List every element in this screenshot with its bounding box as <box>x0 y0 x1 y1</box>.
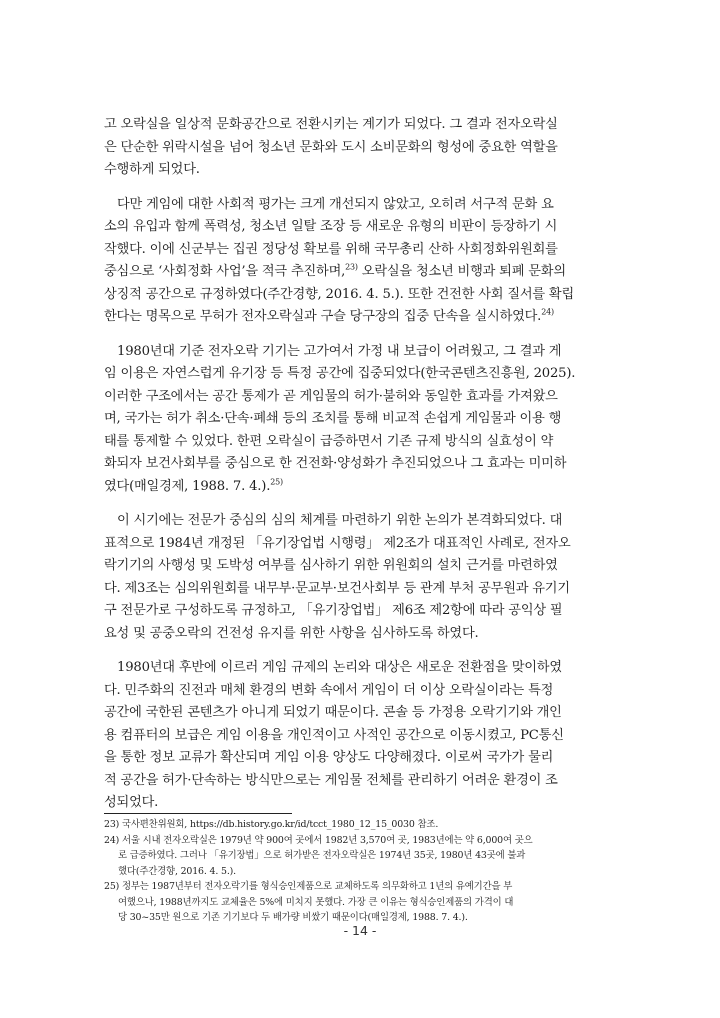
text-line: 락기기의 사행성 및 도박성 여부를 심사하기 위한 위원회의 설치 근거를 마련하였 <box>104 558 558 573</box>
text-line: 구 전문가로 구성하도록 규정하고, 「유기장업법」 제6조 제2항에 따라 공익상 필 <box>104 603 563 618</box>
text-line: 상징적 공간으로 규정하였다(주간경향, 2016. 4. 5.). 또한 건전한 사회 질서를 확립 <box>104 286 575 302</box>
text-line: 표적으로 1984년 개정된 「유기장업법 시행령」 제2조가 대표적인 사례로, 전자오 <box>104 535 571 551</box>
text-segment: 한다는 명목으로 무허가 전자오락실과 구슬 당구장의 집중 단속을 실시하였다. <box>104 309 542 324</box>
text-segment: 였다(매일경제, 1988. 7. 4.). <box>104 478 271 494</box>
footnote-line: 로 급증하였다. 그러나 「유기장법」으로 허가받은 전자오락실은 1974년 35곳, 1980년 43곳에 불과 <box>118 850 526 861</box>
footnote-divider <box>104 813 292 814</box>
text-line: 이 시기에는 전문가 중심의 심의 체계를 마련하기 위한 논의가 본격화되었다. 대 <box>117 513 563 528</box>
text-line: 공간에 국한된 콘텐츠가 아니게 되었기 때문이다. 콘솔 등 가정용 오락기기와 개인 <box>104 705 562 720</box>
text-segment: 중심으로 ‘사회정화 사업’을 적극 추진하며, <box>104 264 346 279</box>
text-line: 은 단순한 위락시설을 넘어 청소년 문화와 도시 소비문화의 형성에 중요한 역할을 <box>104 139 558 155</box>
footnote-ref-25[interactable]: 25) <box>270 477 283 487</box>
footnote-line: 여했으나, 1988년까지도 교체율은 5%에 미치지 못했다. 가장 큰 이유는 형식승인제품의 가격이 대 <box>118 896 514 908</box>
text-line: 이러한 구조에서는 공간 통제가 곧 게임물의 허가·불허와 동일한 효과를 가져왔으 <box>104 388 558 404</box>
paragraph-5 <box>104 657 616 815</box>
body-text <box>104 114 616 827</box>
footnote-line: 23) 국사편찬위원회, https://db.history.go.kr/id/tcct_1980_12_15_0030 참조. <box>104 819 439 830</box>
footnote-line: 24) 서울 시내 전자오락실은 1979년 약 900여 곳에서 1982년 3,570여 곳, 1983년에는 약 6,000여 곳으 <box>104 834 533 846</box>
footnote-line: 당 30~35만 원으로 기존 기기보다 두 배가량 비쌌기 때문이다(매일경제, 1988. 7. 4.). <box>118 912 468 923</box>
text-line: 작했다. 이에 신군부는 집권 정당성 확보를 위해 국무총리 산하 사회정화위원회를 <box>104 241 558 257</box>
text-line: 다. 제3조는 심의위원회를 내무부·문교부·보건사회부 등 관계 부처 공무원과 유기기 <box>104 580 570 596</box>
text-line <box>104 476 616 499</box>
paragraph-1 <box>104 114 616 182</box>
text-line: 화되자 보건사회부를 중심으로 한 건전화·양성화가 추진되었으나 그 효과는 미미하 <box>104 456 567 471</box>
paragraph-3 <box>104 341 616 499</box>
footnote-line: 25) 정부는 1987년부터 전자오락기를 형식승인제품으로 교체하도록 의무화하고 1년의 유예기간을 부 <box>104 881 513 892</box>
text-line: 을 통한 정보 교류가 확산되며 게임 이용 양상도 다양해졌다. 이로써 국가가 물리 <box>104 750 554 765</box>
text-line: 다. 민주화의 진전과 매체 환경의 변화 속에서 게임이 더 이상 오락실이라는 특정 <box>104 682 554 698</box>
text-line: 수행하게 되었다. <box>104 162 200 177</box>
text-line: 1980년대 후반에 이르러 게임 규제의 논리와 대상은 새로운 전환점을 맞이하였 <box>117 660 562 675</box>
footnote-24 <box>104 833 616 880</box>
footnote-ref-24[interactable]: 24) <box>541 307 554 317</box>
text-line: 성되었다. <box>104 795 159 810</box>
footnote-line: 했다(주간경향, 2016. 4. 5.). <box>118 865 236 877</box>
text-line <box>104 261 616 284</box>
text-line: 소의 유입과 함께 폭력성, 청소년 일탈 조장 등 새로운 유형의 비판이 등장하기 시 <box>104 219 558 234</box>
footnote-ref-23[interactable]: 23) <box>345 262 358 272</box>
page-number: - 14 - <box>343 923 377 938</box>
text-line: 며, 국가는 허가 취소·단속·폐쇄 등의 조치를 통해 비교적 손쉽게 게임물과 이용 행 <box>104 411 562 426</box>
text-line: 요성 및 공중오락의 건전성 유지를 위한 사항을 심사하도록 하였다. <box>104 625 479 641</box>
paragraph-2 <box>104 194 616 329</box>
text-line: 임 이용은 자연스럽게 유기장 등 특정 공간에 집중되었다(한국콘텐츠진흥원, 2025). <box>104 366 576 381</box>
paragraph-4 <box>104 510 616 645</box>
text-line <box>104 306 616 329</box>
text-line: 다만 게임에 대한 사회적 평가는 크게 개선되지 않았고, 오히려 서구적 문화 요 <box>117 196 554 212</box>
text-line: 1980년대 기준 전자오락 기기는 고가여서 가정 내 보급이 어려웠고, 그 결과 게 <box>117 343 562 359</box>
text-segment: 오락실을 청소년 비행과 퇴폐 문화의 <box>357 264 566 279</box>
text-line: 적 공간을 허가·단속하는 방식만으로는 게임물 전체를 관리하기 어려운 환경이 조 <box>104 772 558 788</box>
footnote-23 <box>104 817 616 833</box>
footnote-25 <box>104 879 616 926</box>
text-line: 태를 통제할 수 있었다. 한편 오락실이 급증하면서 기존 규제 방식의 실효성이 약 <box>104 433 554 449</box>
text-line: 용 컴퓨터의 보급은 게임 이용을 개인적이고 사적인 공간으로 이동시켰고, PC통신 <box>104 727 564 743</box>
text-line: 고 오락실을 일상적 문화공간으로 전환시키는 계기가 되었다. 그 결과 전자오락실 <box>104 117 558 132</box>
footnotes <box>104 817 616 926</box>
